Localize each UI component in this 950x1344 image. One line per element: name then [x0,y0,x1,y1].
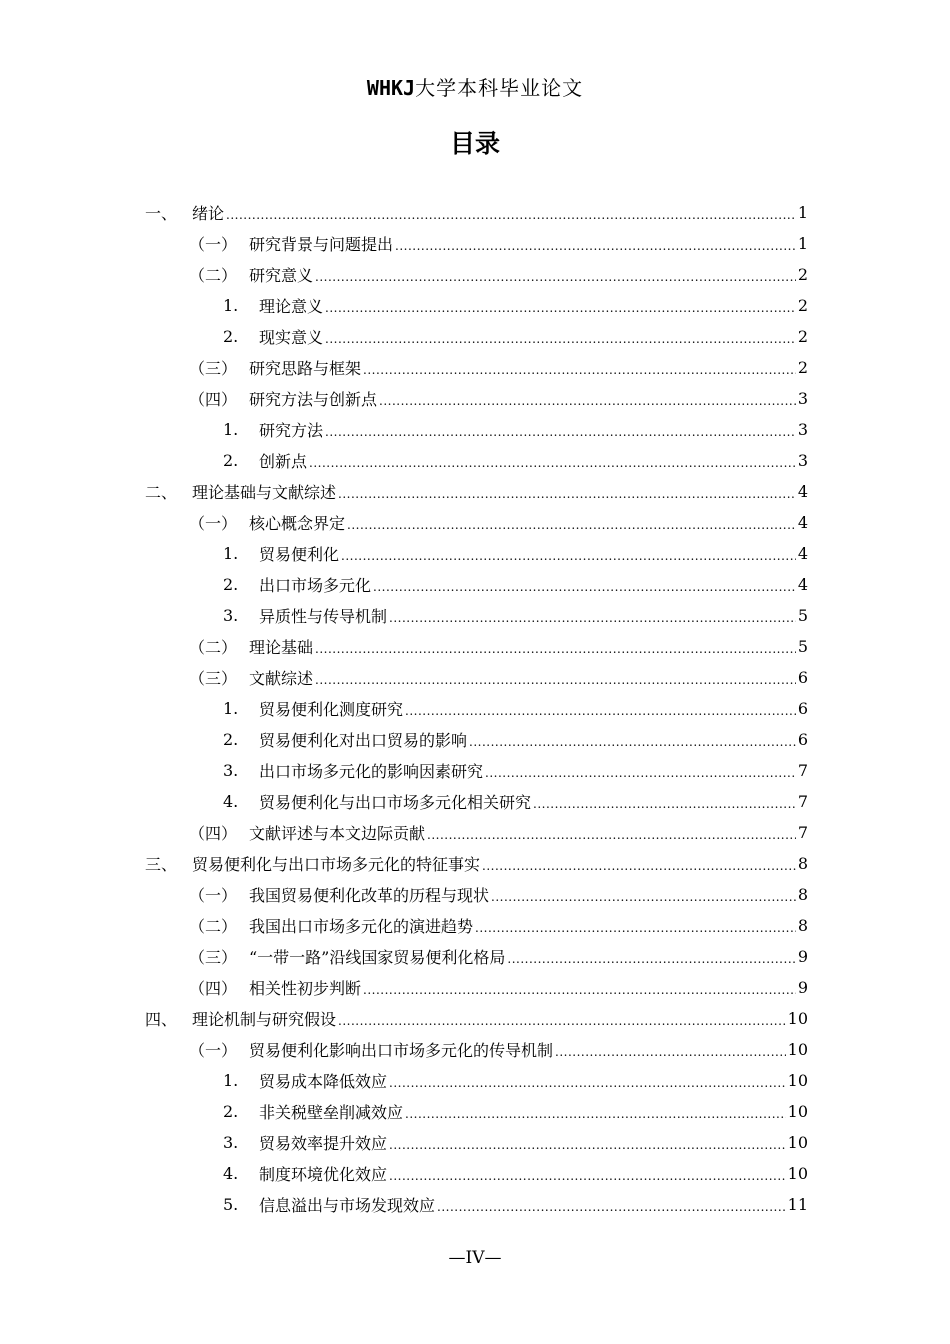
toc-entry-title: 理论基础 [249,638,314,657]
toc-entry-title: 研究方法与创新点 [249,390,378,409]
toc-dot-leader [309,455,796,471]
header-latin: WHKJ [366,76,416,100]
toc-entry[interactable] [145,259,808,290]
toc-dot-leader [379,393,796,409]
toc-dot-leader [482,858,796,874]
toc-entry-title: 贸易效率提升效应 [259,1134,388,1153]
toc-entry-title: 文献评述与本文边际贡献 [249,824,426,843]
toc-entry-page: 1 [797,203,808,222]
toc-entry-number: （一） [189,235,238,254]
toc-entry[interactable] [145,631,808,662]
toc-entry-page: 6 [797,730,808,749]
toc-entry[interactable] [145,1034,808,1065]
toc-entry-number: （一） [189,514,238,533]
toc-dot-leader [363,982,796,998]
toc-entry-page: 2 [797,265,808,284]
toc-entry-title: 研究方法 [259,421,324,440]
toc-entry-page: 9 [797,978,808,997]
toc-entry-title: “一带一路”沿线国家贸易便利化格局 [249,948,506,967]
toc-entry-title: 出口市场多元化的影响因素研究 [259,762,484,781]
toc-entry-title: 非关税壁垒削减效应 [259,1103,404,1122]
toc-entry-page: 10 [787,1009,808,1028]
toc-entry-page: 8 [797,885,808,904]
toc-entry-title: 信息溢出与市场发现效应 [259,1196,436,1215]
toc-entry[interactable] [145,538,808,569]
toc-entry-number: 一、 [145,204,178,223]
toc-entry-number: 4. [223,792,239,811]
toc-entry-number: （三） [189,359,238,378]
toc-entry[interactable] [145,1158,808,1189]
toc-entry-title: 贸易成本降低效应 [259,1072,388,1091]
toc-dot-leader [325,331,796,347]
toc-entry-title: 现实意义 [259,328,324,347]
toc-dot-leader [325,300,796,316]
toc-dot-leader [405,703,796,719]
toc-entry[interactable] [145,290,808,321]
toc-entry-number: 四、 [145,1010,178,1029]
toc-entry-page: 10 [787,1164,808,1183]
toc-entry-number: （一） [189,1041,238,1060]
toc-entry[interactable] [145,1096,808,1127]
toc-entry-title: 贸易便利化影响出口市场多元化的传导机制 [249,1041,554,1060]
toc-entry-title: 贸易便利化测度研究 [259,700,404,719]
toc-entry-number: 2. [223,327,239,346]
toc-dot-leader [427,827,796,843]
toc-dot-leader [533,796,796,812]
toc-entry-number: 3. [223,761,239,780]
toc-entry-page: 8 [797,854,808,873]
toc-entry[interactable] [145,352,808,383]
toc-entry-page: 2 [797,327,808,346]
toc-entry-page: 10 [787,1040,808,1059]
toc-entry-page: 10 [787,1133,808,1152]
toc-entry-title: 理论机制与研究假设 [192,1010,337,1029]
toc-entry-number: 5. [223,1195,239,1214]
toc-entry[interactable] [145,1003,808,1034]
toc-entry[interactable] [145,817,808,848]
toc-entry[interactable] [145,786,808,817]
toc-entry-number: （二） [189,266,238,285]
toc-entry[interactable] [145,1065,808,1096]
toc-dot-leader [389,610,796,626]
toc-entry-page: 2 [797,296,808,315]
toc-entry[interactable] [145,600,808,631]
toc-entry[interactable] [145,383,808,414]
table-of-contents [145,197,808,1220]
toc-entry[interactable] [145,972,808,1003]
toc-dot-leader [555,1044,786,1060]
toc-entry[interactable] [145,910,808,941]
toc-entry-number: （三） [189,669,238,688]
toc-dot-leader [491,889,796,905]
thesis-header [0,72,950,101]
toc-entry-title: 我国贸易便利化改革的历程与现状 [249,886,490,905]
toc-dot-leader [226,207,796,223]
toc-entry[interactable] [145,228,808,259]
page-title: 目录 [449,129,500,158]
toc-entry-title: 研究背景与问题提出 [249,235,394,254]
toc-entry[interactable] [145,414,808,445]
toc-entry-page: 7 [797,792,808,811]
toc-dot-leader [338,486,796,502]
toc-dot-leader [507,951,795,967]
toc-entry[interactable] [145,569,808,600]
toc-dot-leader [325,424,796,440]
toc-entry[interactable] [145,848,808,879]
toc-entry[interactable] [145,507,808,538]
toc-entry-title: 出口市场多元化 [259,576,372,595]
toc-entry-title: 贸易便利化与出口市场多元化相关研究 [259,793,532,812]
toc-entry[interactable] [145,1127,808,1158]
toc-entry-page: 10 [787,1071,808,1090]
toc-entry-title: 绪论 [192,204,225,223]
toc-entry-title: 理论基础与文献综述 [192,483,337,502]
toc-entry-title: 文献综述 [249,669,314,688]
toc-entry-number: （二） [189,917,238,936]
toc-dot-leader [405,1106,786,1122]
toc-dot-leader [437,1199,786,1215]
toc-entry-number: 三、 [145,855,178,874]
toc-dot-leader [389,1075,786,1091]
toc-entry-number: （三） [189,948,238,967]
toc-entry-number: 4. [223,1164,239,1183]
toc-entry[interactable] [145,724,808,755]
toc-dot-leader [389,1137,786,1153]
toc-entry[interactable] [145,197,808,228]
toc-entry-page: 4 [797,482,808,501]
page-number-footer: —IV— [448,1248,502,1268]
toc-entry[interactable] [145,445,808,476]
toc-entry[interactable] [145,693,808,724]
toc-entry-number: （四） [189,390,238,409]
toc-entry-number: 3. [223,606,239,625]
toc-entry-number: （四） [189,824,238,843]
toc-dot-leader [485,765,796,781]
toc-dot-leader [341,548,796,564]
toc-dot-leader [475,920,796,936]
toc-entry-title: 贸易便利化对出口贸易的影响 [259,731,468,750]
toc-dot-leader [315,269,796,285]
toc-entry-page: 3 [797,389,808,408]
toc-entry-number: 2. [223,451,239,470]
toc-entry-title: 创新点 [259,452,308,471]
toc-entry-title: 贸易便利化与出口市场多元化的特征事实 [192,855,481,874]
toc-dot-leader [338,1013,786,1029]
toc-entry-page: 11 [787,1195,808,1214]
toc-entry-number: 1. [223,1071,239,1090]
toc-entry-number: （四） [189,979,238,998]
toc-dot-leader [363,362,796,378]
toc-dot-leader [389,1168,786,1184]
toc-entry-title: 研究思路与框架 [249,359,362,378]
toc-entry-number: 1. [223,296,239,315]
toc-entry-page: 6 [797,668,808,687]
toc-entry[interactable] [145,879,808,910]
toc-entry[interactable] [145,941,808,972]
toc-entry-page: 6 [797,699,808,718]
toc-entry-page: 4 [797,513,808,532]
toc-entry-number: 2. [223,1102,239,1121]
toc-dot-leader [469,734,796,750]
toc-entry-number: （一） [189,886,238,905]
toc-entry-number: 二、 [145,483,178,502]
toc-entry-title: 异质性与传导机制 [259,607,388,626]
header-text: 大学本科毕业论文 [415,76,584,100]
toc-entry-title: 贸易便利化 [259,545,340,564]
toc-entry[interactable] [145,755,808,786]
toc-entry-page: 10 [787,1102,808,1121]
toc-entry[interactable] [145,321,808,352]
toc-dot-leader [373,579,796,595]
toc-entry-number: 3. [223,1133,239,1152]
toc-entry-page: 8 [797,916,808,935]
toc-entry-title: 核心概念界定 [249,514,346,533]
toc-entry-page: 5 [797,637,808,656]
toc-entry[interactable] [145,662,808,693]
toc-entry-number: 1. [223,699,239,718]
toc-entry-title: 相关性初步判断 [249,979,362,998]
toc-entry-page: 5 [797,606,808,625]
toc-entry-page: 7 [797,761,808,780]
toc-entry-page: 1 [797,234,808,253]
toc-entry-page: 2 [797,358,808,377]
toc-entry-title: 我国出口市场多元化的演进趋势 [249,917,474,936]
toc-entry-page: 4 [797,575,808,594]
toc-entry[interactable] [145,476,808,507]
toc-dot-leader [315,672,796,688]
toc-entry-number: （二） [189,638,238,657]
toc-entry-number: 1. [223,420,239,439]
toc-entry-page: 4 [797,544,808,563]
toc-entry-page: 3 [797,451,808,470]
toc-dot-leader [315,641,796,657]
toc-entry-number: 1. [223,544,239,563]
toc-entry[interactable] [145,1189,808,1220]
toc-entry-page: 3 [797,420,808,439]
toc-entry-page: 9 [797,947,808,966]
toc-entry-number: 2. [223,730,239,749]
toc-entry-page: 7 [797,823,808,842]
toc-entry-title: 制度环境优化效应 [259,1165,388,1184]
toc-dot-leader [395,238,796,254]
toc-entry-number: 2. [223,575,239,594]
toc-entry-title: 研究意义 [249,266,314,285]
toc-dot-leader [347,517,796,533]
toc-entry-title: 理论意义 [259,297,324,316]
